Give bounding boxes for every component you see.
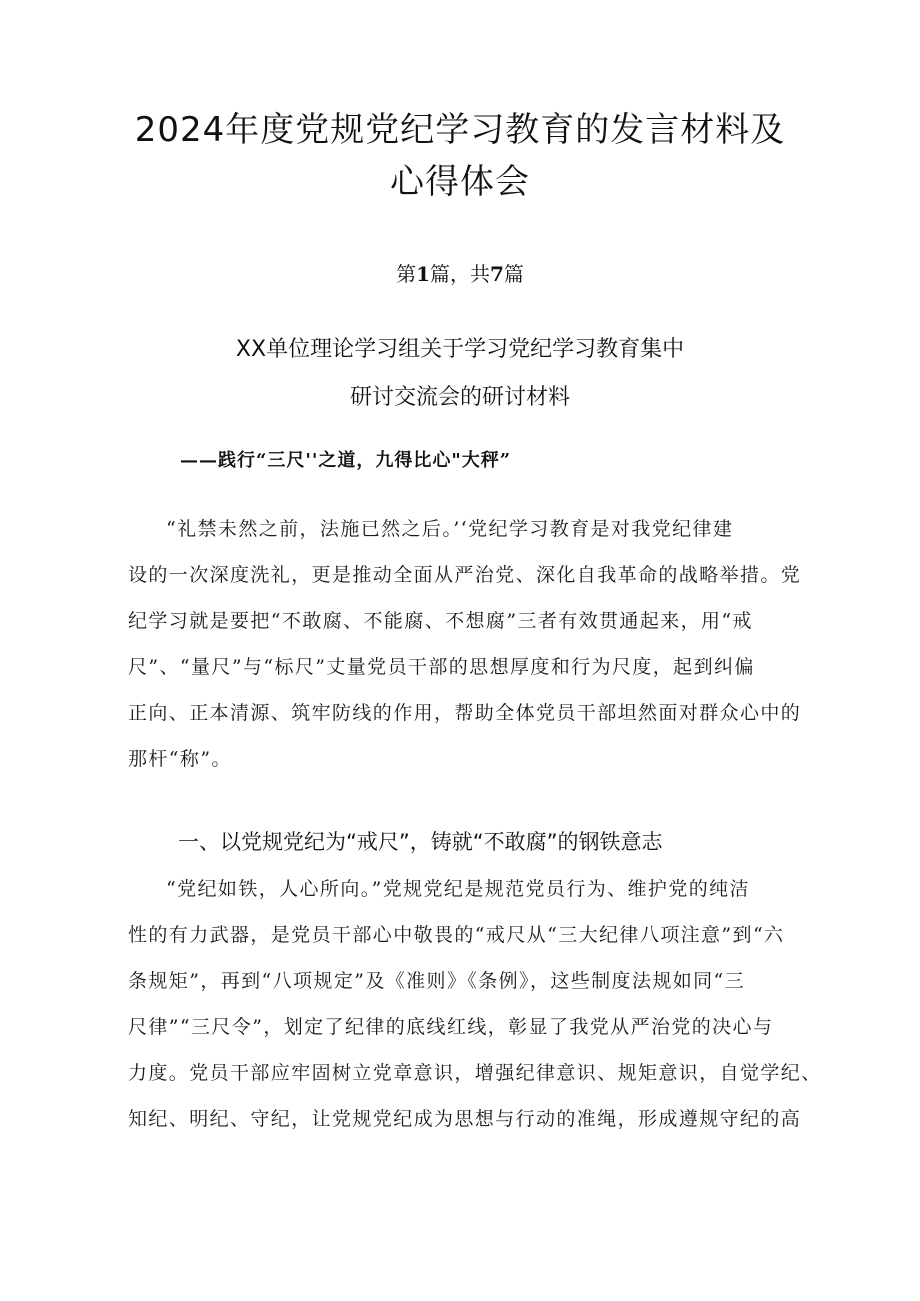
paragraph-line: 设的一次深度洗礼，更是推动全面从严治党、深化自我革命的战略举措。党 <box>128 564 802 586</box>
article-slogan: ——践行“三尺''之道，九得比心"大秤” <box>180 450 512 471</box>
document-title <box>120 104 800 208</box>
paragraph-line: “党纪如铁，人心所向。”党规党纪是规范党员行为、维护党的纯洁 <box>166 878 750 900</box>
paragraph-line: 正向、正本清源、筑牢防线的作用，帮助全体党员干部坦然面对群众心中的 <box>128 702 802 724</box>
paragraph-line: 性的有力武器，是党员干部心中敬畏的“戒尺从“三大纪律八项注意”到“六 <box>128 924 785 946</box>
part-suffix: 篇 <box>503 262 524 286</box>
part-total-number: 7 <box>490 262 504 286</box>
paragraph-line: 纪学习就是要把“不敢腐、不能腐、不想腐”三者有效贯通起来，用“戒 <box>128 610 753 632</box>
part-current-number: 1 <box>416 262 430 286</box>
section-1-paragraph <box>128 866 822 1142</box>
paragraph-line: 力度。党员干部应牢固树立党章意识，增强纪律意识、规矩意识，自觉学纪、 <box>128 1062 822 1084</box>
article-title-line: XX单位理论学习组关于学习党纪学习教育集中 <box>235 337 685 362</box>
paragraph-line: 尺”、“量尺”与“标尺”丈量党员干部的思想厚度和行为尺度，起到纠偏 <box>128 656 755 678</box>
paragraph-line: “礼禁未然之前，法施已然之后。’‘党纪学习教育是对我党纪律建 <box>166 518 734 540</box>
document-title-line: 心得体会 <box>390 162 530 202</box>
document-title-line: 2024年度党规党纪学习教育的发言材料及 <box>134 110 786 150</box>
intro-paragraph <box>128 506 802 782</box>
paragraph-line: 那杆“称”。 <box>128 748 232 770</box>
part-prefix: 第 <box>396 262 417 286</box>
paragraph-line: 条规矩”，再到“八项规定”及《准则》《条例》，这些制度法规如同“三 <box>128 970 746 992</box>
section-heading: 一、以党规党纪为“戒尺”，铸就“不敢腐”的钢铁意志 <box>178 830 663 854</box>
part-indicator <box>0 258 920 287</box>
article-title-line: 研讨交流会的研讨材料 <box>349 385 570 410</box>
paragraph-line: 尺律”“三尺令”，划定了纪律的底线红线，彰显了我党从严治党的决心与 <box>128 1016 774 1038</box>
paragraph-line: 知纪、明纪、守纪，让党规党纪成为思想与行动的准绳，形成遵规守纪的高 <box>128 1108 802 1130</box>
part-middle: 篇，共 <box>430 262 490 286</box>
